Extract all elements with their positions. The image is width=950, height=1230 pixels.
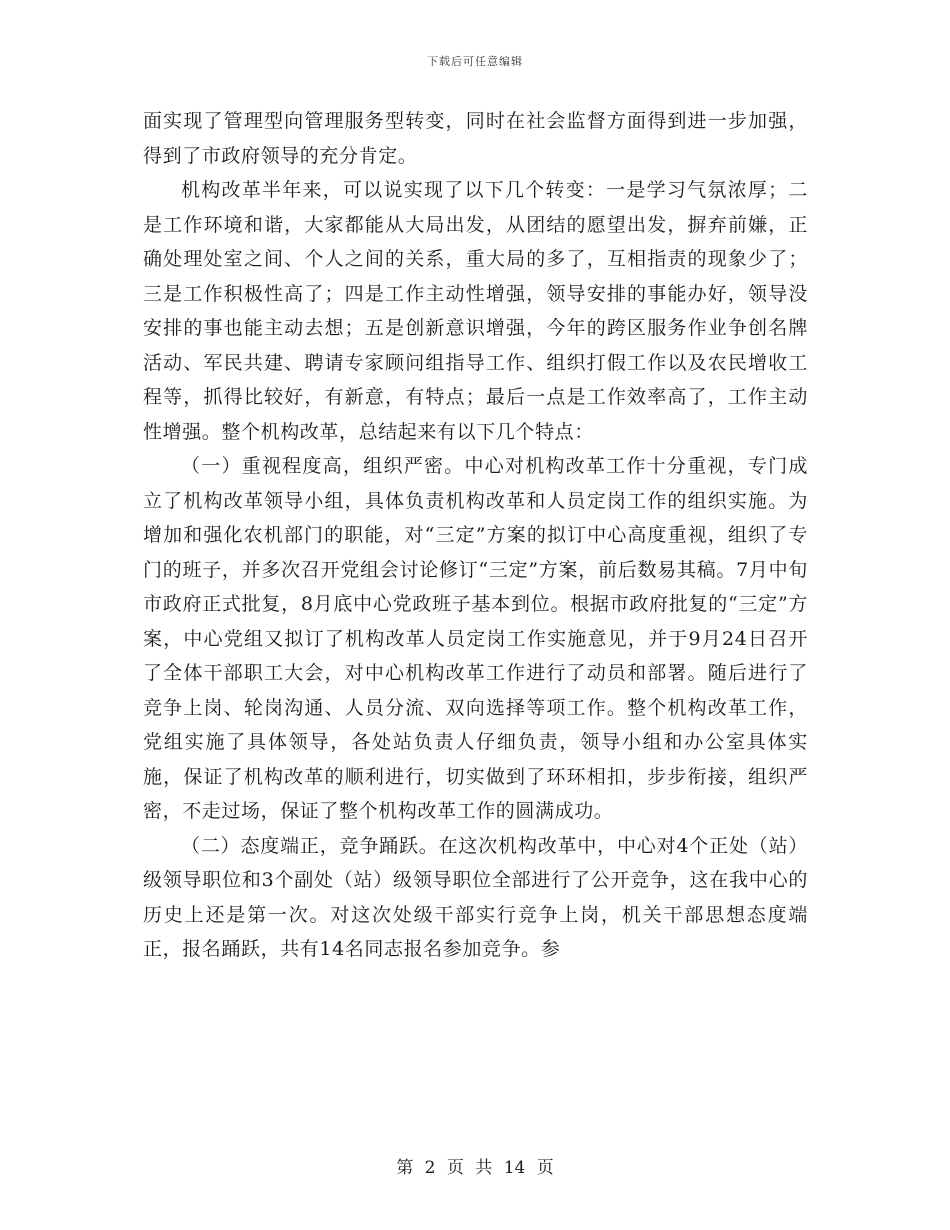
header-note: 下载后可任意编辑 [427,55,523,68]
paragraph-4: （二）态度端正，竞争踊跃。在这次机构改革中，中心对4个正处（站）级领导职位和3个副处（站）级领导职位全部进行了公开竞争，这在我中心的历史上还是第一次。对这次处级干部实行竞争上岗，机关干部思想态度端正，报名踊跃，共有14名同志报名参加竞争。参 [143,834,808,960]
paragraph-1: 面实现了管理型向管理服务型转变，同时在社会监督方面得到进一步加强，得到了市政府领导的充分肯定。 [143,110,808,167]
document-body [143,104,808,967]
paragraph-3: （一）重视程度高，组织严密。中心对机构改革工作十分重视，专门成立了机构改革领导小组，具体负责机构改革和人员定岗工作的组织实施。为增加和强化农机部门的职能，对“三定”方案的拟订中心高度重视，组织了专门的班子，并多次召开党组会讨论修订“三定”方案，前后数易其稿。7月中旬市政府正式批复，8月底中心党政班子基本到位。根据市政府批复的“三定”方案，中心党组又拟订了机构改革人员定岗工作实施意见，并于9月24日召开了全体干部职工大会，对中心机构改革工作进行了动员和部署。随后进行了竞争上岗、轮岗沟通、人员分流、双向选择等项工作。整个机构改革工作，党组实施了具体领导，各处站负责人仔细负责，领导小组和办公室具体实施，保证了机构改革的顺利进行，切实做到了环环相扣，步步衔接，组织严密，不走过场，保证了整个机构改革工作的圆满成功。 [143,455,808,822]
paragraph-2: 机构改革半年来，可以说实现了以下几个转变：一是学习气氛浓厚；二是工作环境和谐，大家都能从大局出发，从团结的愿望出发，摒弃前嫌，正确处理处室之间、个人之间的关系，重大局的多了，互相指责的现象少了；三是工作积极性高了；四是工作主动性增强，领导安排的事能办好，领导没安排的事也能主动去想；五是创新意识增强，今年的跨区服务作业争创名牌活动、军民共建、聘请专家顾问组指导工作、组织打假工作以及农民增收工程等，抓得比较好，有新意，有特点；最后一点是工作效率高了，工作主动性增强。整个机构改革，总结起来有以下几个特点： [143,179,808,443]
page-number-footer: 第 2 页 共 14 页 [396,1158,554,1178]
